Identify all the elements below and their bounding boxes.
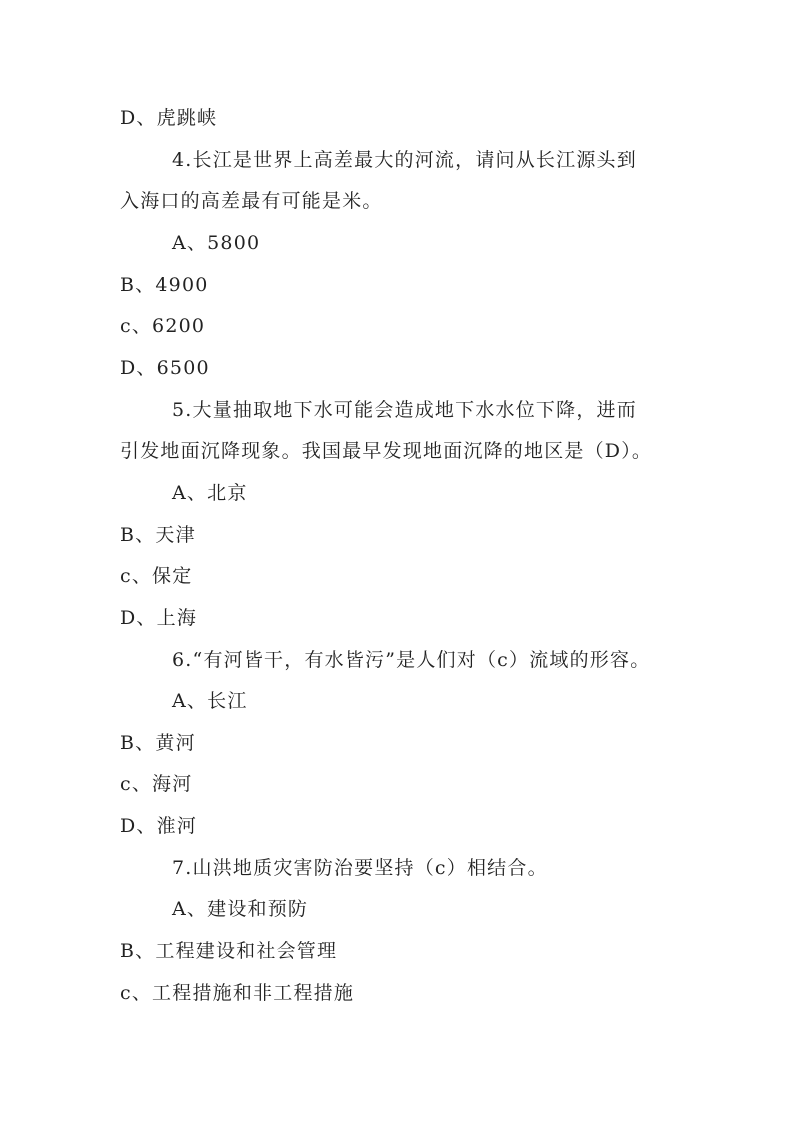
q5-question-line-1: 5.大量抽取地下水可能会造成地下水水位下降，进而 [172, 399, 637, 421]
q4-option-b: B、4900 [120, 274, 209, 296]
q4-option-c: c、6200 [120, 315, 206, 337]
q4-option-d: D、6500 [120, 357, 210, 379]
q6-option-a: A、长江 [172, 690, 248, 712]
q7-question: 7.山洪地质灾害防治要坚持（c）相结合。 [172, 857, 548, 879]
q4-question-line-1: 4.长江是世界上高差最大的河流，请问从长江源头到 [172, 149, 637, 171]
q7-option-a: A、建设和预防 [172, 898, 309, 920]
q6-option-c: c、海河 [120, 773, 193, 795]
q5-option-a: A、北京 [172, 482, 248, 504]
q6-question: 6.“有河皆干，有水皆污”是人们对（c）流域的形容。 [172, 649, 651, 671]
q7-option-c: c、工程措施和非工程措施 [120, 982, 355, 1004]
q7-option-b: B、工程建设和社会管理 [120, 940, 338, 962]
q5-question-line-2: 引发地面沉降现象。我国最早发现地面沉降的地区是（D）。 [120, 440, 653, 462]
q6-option-b: B、黄河 [120, 732, 196, 754]
q3-option-d: D、虎跳峡 [120, 107, 218, 129]
q5-option-c: c、保定 [120, 565, 193, 587]
q6-option-d: D、淮河 [120, 815, 198, 837]
q4-option-a: A、5800 [172, 232, 261, 254]
q4-question-line-2: 入海口的高差最有可能是米。 [120, 190, 383, 212]
q5-option-b: B、天津 [120, 524, 196, 546]
q5-option-d: D、上海 [120, 607, 198, 629]
